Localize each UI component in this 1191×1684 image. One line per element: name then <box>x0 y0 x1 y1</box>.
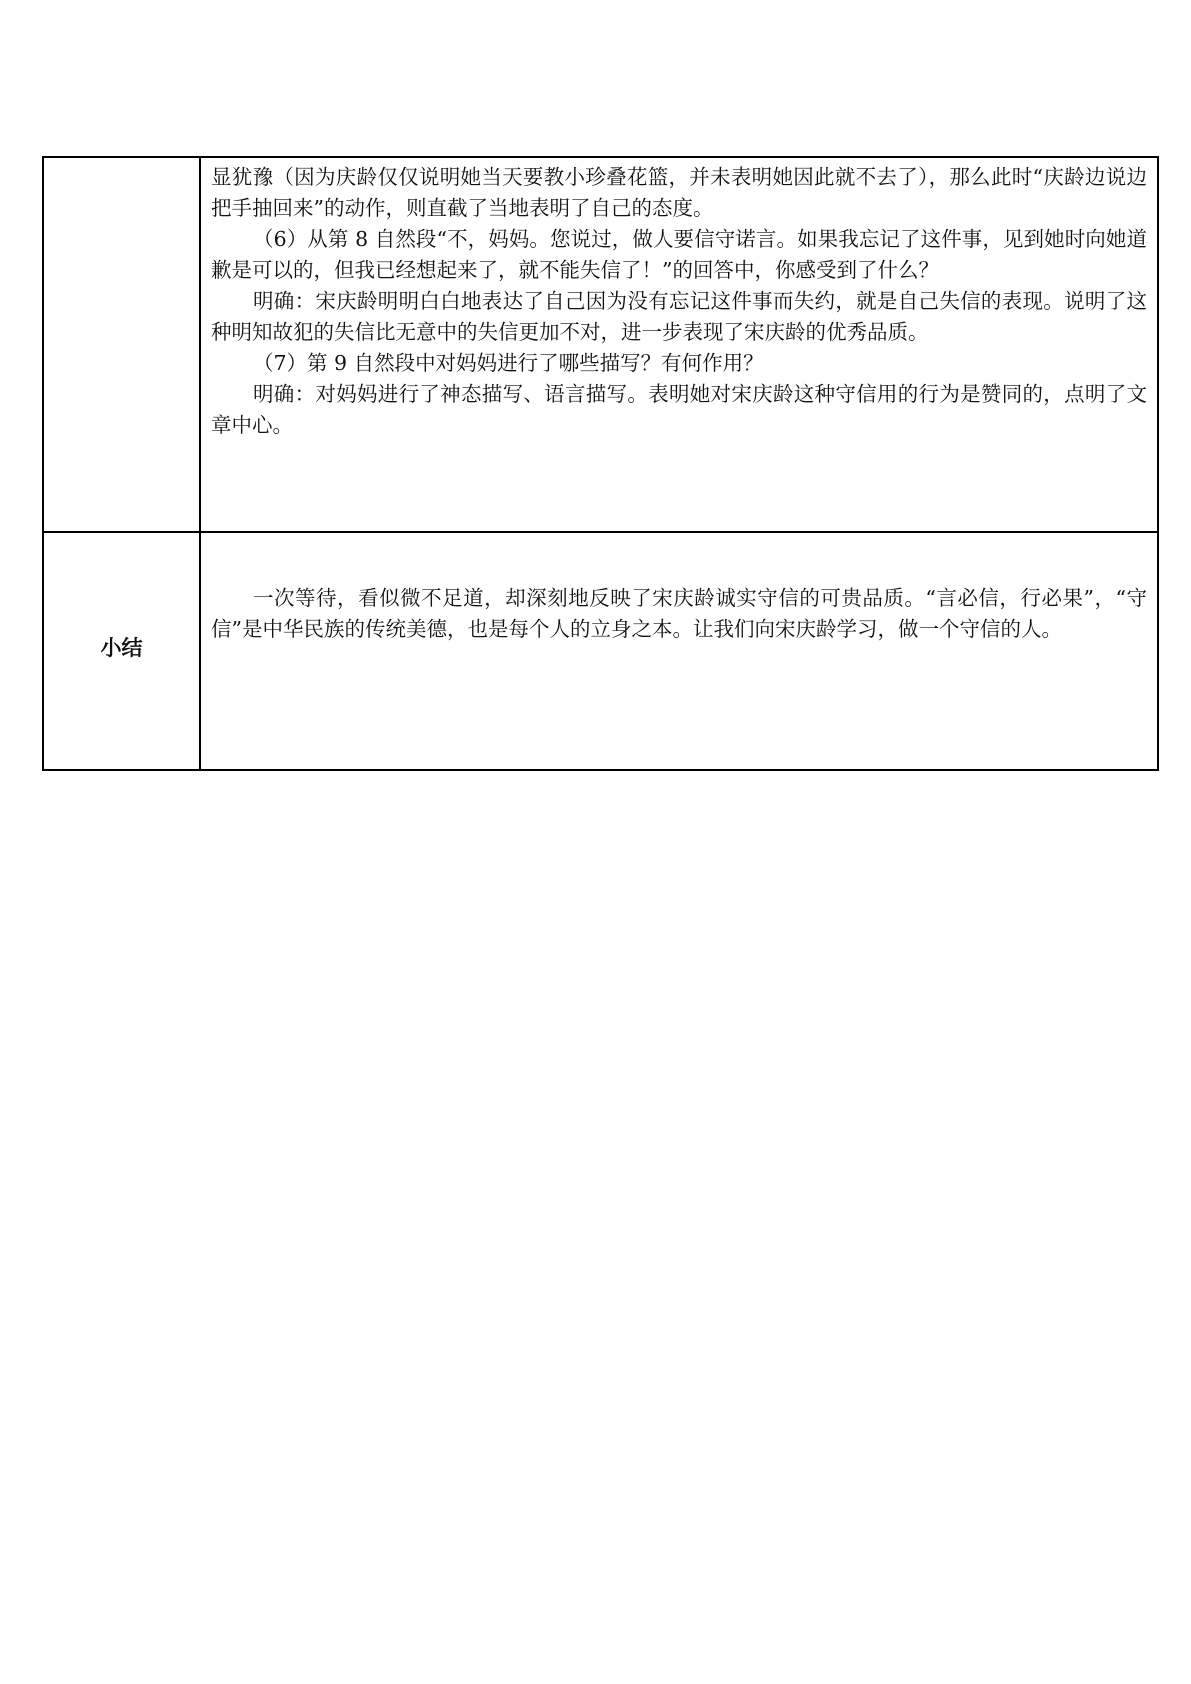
answer-6: 明确：宋庆龄明明白白地表达了自己因为没有忘记这件事而失约，就是自己失信的表现。说明了这种明知故犯的失信比无意中的失信更加不对，进一步表现了宋庆龄的优秀品质。 <box>211 289 1147 344</box>
table-row <box>43 532 1158 770</box>
summary-content-cell <box>200 532 1158 770</box>
paragraph-continuation: 显犹豫（因为庆龄仅仅说明她当天要教小珍叠花篮，并未表明她因此就不去了），那么此时“庆龄边说边把手抽回来”的动作，则直截了当地表明了自己的态度。 <box>211 165 1147 220</box>
summary-text <box>201 533 1157 649</box>
lesson-table <box>42 156 1159 771</box>
answer-7: 明确：对妈妈进行了神态描写、语言描写。表明她对宋庆龄这种守信用的行为是赞同的，点明了文章中心。 <box>211 382 1147 437</box>
question-7: （7）第 9 自然段中对妈妈进行了哪些描写？有何作用？ <box>253 351 764 375</box>
summary-paragraph: 一次等待，看似微不足道，却深刻地反映了宋庆龄诚实守信的可贵品质。“言必信，行必果”，“守信”是中华民族的传统美德，也是每个人的立身之本。让我们向宋庆龄学习，做一个守信的人。 <box>211 586 1147 641</box>
summary-label-cell <box>43 532 200 770</box>
table-row <box>43 157 1158 532</box>
question-6: （6）从第 8 自然段“不，妈妈。您说过，做人要信守诺言。如果我忘记了这件事，见到她时向她道歉是可以的，但我已经想起来了，就不能失信了！”的回答中，你感受到了什么？ <box>211 227 1147 282</box>
summary-label: 小结 <box>100 636 143 660</box>
content-text <box>201 158 1157 445</box>
row-content-cell <box>200 157 1158 532</box>
row-label-cell <box>43 157 200 532</box>
